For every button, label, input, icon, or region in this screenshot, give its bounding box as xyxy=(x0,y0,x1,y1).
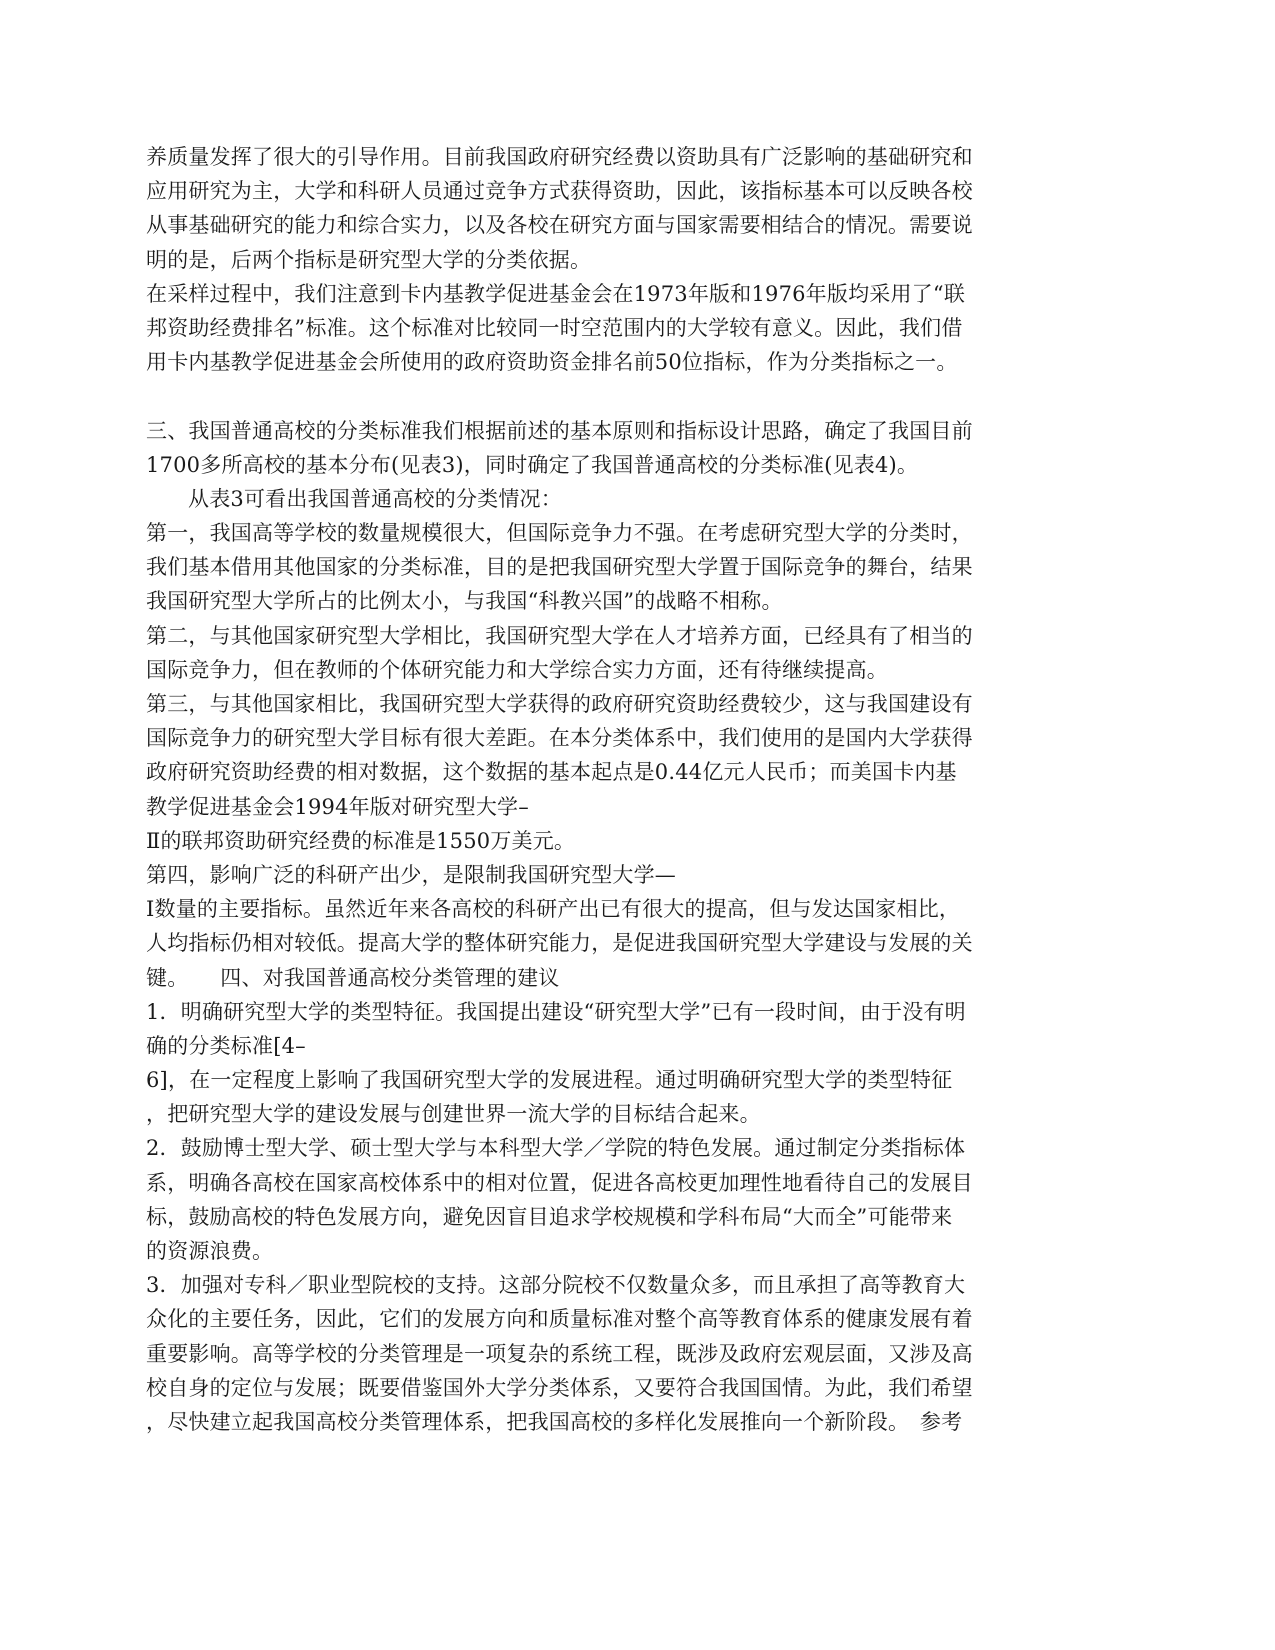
text-line: Ⅱ的联邦资助研究经费的标准是1550万美元。 xyxy=(146,828,576,853)
text-line: 教学促进基金会1994年版对研究型大学– xyxy=(146,794,529,819)
text-line: 我国研究型大学所占的比例太小，与我国“科教兴国”的战略不相称。 xyxy=(146,589,783,614)
text-line: 1．明确研究型大学的类型特征。我国提出建设“研究型大学”已有一段时间，由于没有明 xyxy=(146,999,966,1024)
document-body xyxy=(146,140,1146,1439)
text-line: 养质量发挥了很大的引导作用。目前我国政府研究经费以资助具有广泛影响的基础研究和 xyxy=(146,145,973,169)
text-line: 确的分类标准[4– xyxy=(146,1033,306,1058)
text-line: ，尽快建立起我国高校分类管理体系，把我国高校的多样化发展推向一个新阶段。 参考 xyxy=(146,1409,963,1434)
text-line: 1700多所高校的基本分布(见表3)，同时确定了我国普通高校的分类标准(见表4)。 xyxy=(146,452,919,477)
text-line: 众化的主要任务，因此，它们的发展方向和质量标准对整个高等教育体系的健康发展有着 xyxy=(146,1307,973,1332)
section-heading-line: 键。 四、对我国普通高校分类管理的建议 xyxy=(146,965,560,990)
text-line: 第三，与其他国家相比，我国研究型大学获得的政府研究资助经费较少，这与我国建设有 xyxy=(146,692,973,716)
text-line: 的资源浪费。 xyxy=(146,1239,274,1263)
paragraph-gap xyxy=(146,379,1146,413)
text-line: 在采样过程中，我们注意到卡内基教学促进基金会在1973年版和1976年版均采用了“联 xyxy=(146,281,966,306)
text-line: 第二，与其他国家研究型大学相比，我国研究型大学在人才培养方面，已经具有了相当的 xyxy=(146,623,973,648)
text-line: 人均指标仍相对较低。提高大学的整体研究能力，是促进我国研究型大学建设与发展的关 xyxy=(146,931,973,956)
section-heading-line: 三、我国普通高校的分类标准我们根据前述的基本原则和指标设计思路，确定了我国目前 xyxy=(146,418,973,443)
text-line: 应用研究为主，大学和科研人员通过竞争方式获得资助，因此，该指标基本可以反映各校 xyxy=(146,179,973,204)
text-line: 邦资助经费排名”标准。这个标准对比较同一时空范围内的大学较有意义。因此，我们借 xyxy=(146,315,963,340)
text-line: 我们基本借用其他国家的分类标准，目的是把我国研究型大学置于国际竞争的舞台，结果 xyxy=(146,555,973,580)
text-line: 系，明确各高校在国家高校体系中的相对位置，促进各高校更加理性地看待自己的发展目 xyxy=(146,1170,973,1195)
text-line: 第四，影响广泛的科研产出少，是限制我国研究型大学— xyxy=(146,862,676,887)
text-line: 从表3可看出我国普通高校的分类情况： xyxy=(188,486,562,511)
text-line: ，把研究型大学的建设发展与创建世界一流大学的目标结合起来。 xyxy=(146,1102,761,1127)
text-line: 6]，在一定程度上影响了我国研究型大学的发展进程。通过明确研究型大学的类型特征 xyxy=(146,1068,953,1093)
text-line: 校自身的定位与发展；既要借鉴国外大学分类体系，又要符合我国国情。为此，我们希望 xyxy=(146,1375,973,1400)
text-line: 3．加强对专科／职业型院校的支持。这部分院校不仅数量众多，而且承担了高等教育大 xyxy=(146,1273,966,1298)
text-line: 用卡内基教学促进基金会所使用的政府资助资金排名前50位指标，作为分类指标之一。 xyxy=(146,350,958,375)
text-line: 政府研究资助经费的相对数据，这个数据的基本起点是0.44亿元人民币；而美国卡内基 xyxy=(146,760,957,785)
text-line: 明的是，后两个指标是研究型大学的分类依据。 xyxy=(146,247,592,272)
text-line: I数量的主要指标。虽然近年来各高校的科研产出已有很大的提高，但与发达国家相比， xyxy=(146,897,961,922)
text-line: 国际竞争力的研究型大学目标有很大差距。在本分类体系中，我们使用的是国内大学获得 xyxy=(146,726,973,751)
text-line: 国际竞争力，但在教师的个体研究能力和大学综合实力方面，还有待继续提高。 xyxy=(146,657,888,682)
text-line: 标，鼓励高校的特色发展方向，避免因盲目追求学校规模和学科布局“大而全”可能带来 xyxy=(146,1204,953,1229)
text-line: 重要影响。高等学校的分类管理是一项复杂的系统工程，既涉及政府宏观层面，又涉及高 xyxy=(146,1341,973,1366)
text-line: 第一，我国高等学校的数量规模很大，但国际竞争力不强。在考虑研究型大学的分类时， xyxy=(146,521,973,546)
text-line: 2．鼓励博士型大学、硕士型大学与本科型大学／学院的特色发展。通过制定分类指标体 xyxy=(146,1136,966,1161)
text-line: 从事基础研究的能力和综合实力，以及各校在研究方面与国家需要相结合的情况。需要说 xyxy=(146,213,973,238)
